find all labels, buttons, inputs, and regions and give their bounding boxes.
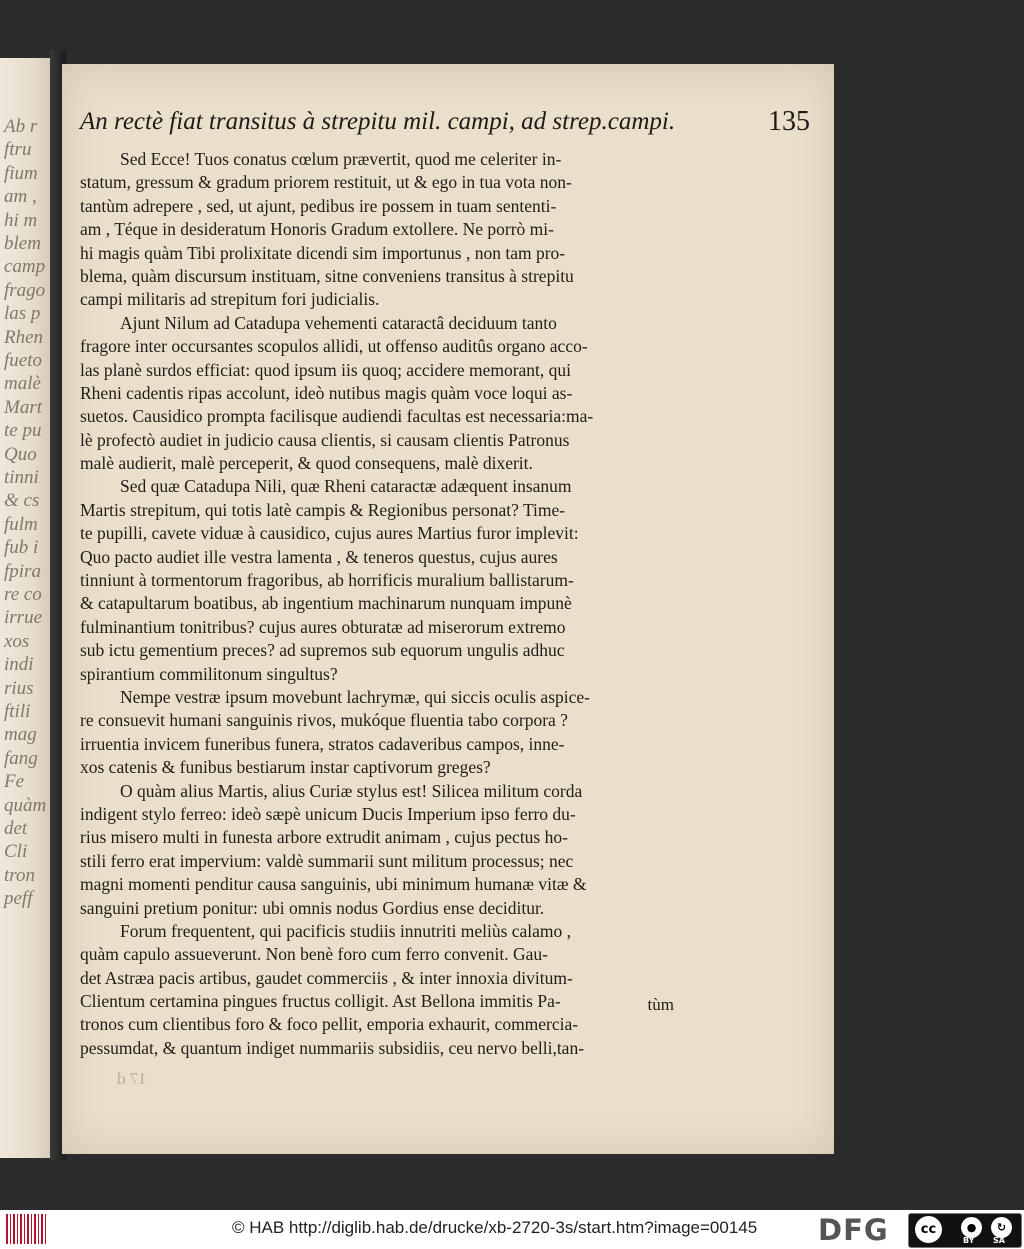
facing-page-fragment: peff xyxy=(4,888,33,910)
text-line: tinniunt à tormentorum fragoribus, ab horrificis muralium ballistarum- xyxy=(80,570,574,591)
facing-page-fragment: xos xyxy=(4,630,30,652)
facing-page-fragment: malè xyxy=(4,373,41,395)
bleed-through-text: 17 d xyxy=(117,1069,147,1088)
text-line: am , Téque in desideratum Honoris Gradum extollere. Ne porrò mi- xyxy=(80,219,554,240)
facing-page-fragment: Mart xyxy=(4,396,42,418)
barcode-icon xyxy=(6,1214,46,1244)
text-line: Nempe vestræ ipsum movebunt lachrymæ, qui siccis oculis aspice- xyxy=(120,686,590,707)
book-page xyxy=(62,64,834,1154)
text-line: campi militaris ad strepitum fori judicialis. xyxy=(80,289,380,310)
facing-page-fragment: tinni xyxy=(4,467,39,488)
text-line: las planè surdos efficiat: quod ipsum iis quoq; accidere memorant, qui xyxy=(80,359,572,380)
text-line: quàm capulo assueverunt. Non benè foro cum ferro convenit. Gau- xyxy=(80,944,548,965)
facing-page-edge xyxy=(0,58,56,1158)
text-line: fragore inter occursantes scopulos allidi, ut offenso auditûs organo acco- xyxy=(80,336,588,357)
facing-page-fragment: tron xyxy=(4,864,35,886)
text-line: rius misero multi in funesta arbore extrudit animam , cujus pectus ho- xyxy=(80,827,568,848)
text-line: blema, quàm discursum instituam, sitne conveniens transitus à strepitu xyxy=(80,265,574,286)
share-alike-icon: ↻ xyxy=(991,1217,1012,1238)
facing-page-fragment: ftru xyxy=(4,139,32,161)
facing-page-fragment: fang xyxy=(4,747,38,769)
facing-page-fragment: Cli xyxy=(4,841,28,863)
text-line: Quo pacto audiet ille vestra lamenta , & teneros questus, cujus aures xyxy=(80,546,558,567)
creative-commons-icon: cc xyxy=(915,1216,942,1243)
by-label: BY xyxy=(963,1236,975,1245)
text-line: lè profectò audiet in judicio causa clientis, si causam clientis Patronus xyxy=(80,429,570,450)
text-line: Sed quæ Catadupa Nili, quæ Rheni cataractæ adæquent insanum xyxy=(120,476,572,497)
text-line: O quàm alius Martis, alius Curiæ stylus est! Silicea militum corda xyxy=(120,780,583,801)
text-line: Forum frequentent, qui pacificis studiis innutriti meliùs calamo , xyxy=(120,920,572,941)
facing-page-fragment: am , xyxy=(4,186,37,208)
facing-page-fragment: fulm xyxy=(4,513,38,535)
text-line: det Astræa pacis artibus, gaudet commerciis , & inter innoxia divitum- xyxy=(80,967,573,988)
cc-license-badge[interactable] xyxy=(908,1213,1022,1248)
facing-page-fragment: camp xyxy=(4,256,46,278)
running-head-title: An rectè fiat transitus à strepitu mil. campi, ad strep.campi. xyxy=(80,108,676,135)
facing-page-fragment: las p xyxy=(4,303,41,325)
text-line: indigent stylo ferreo: ideò sæpè unicum Ducis Imperium ipso ferro du- xyxy=(80,803,576,824)
catchword: tùm xyxy=(647,995,674,1014)
text-line: irruentia invicem funeribus funera, stratos cadaveribus campos, inne- xyxy=(80,733,565,754)
text-line: pessumdat, & quantum indiget nummariis subsidiis, ceu nervo belli,tan- xyxy=(80,1037,585,1058)
facing-page-fragment: fueto xyxy=(4,350,42,371)
facing-page-fragment: frago xyxy=(4,279,46,301)
facing-page-fragment: Rhen xyxy=(4,326,44,348)
facing-page-fragment: fium xyxy=(4,162,38,184)
facing-page-fragment: Fe xyxy=(4,771,25,793)
text-line: fulminantium tonitribus? cujus aures obturatæ ad miserorum extremo xyxy=(80,616,566,637)
facing-page-fragment: mag xyxy=(4,724,37,746)
attribution-icon: ● xyxy=(961,1217,982,1238)
text-line: & catapultarum boatibus, ab ingentium machinarum nunquam impunè xyxy=(80,593,572,614)
facing-page-fragment: re co xyxy=(4,584,42,605)
text-line: te pupilli, cavete viduæ à causidico, cujus aures Martius furor implevit: xyxy=(80,523,579,544)
text-line: statum, gressum & gradum priorem restituit, ut & ego in tua vota non- xyxy=(80,172,572,193)
facing-page-fragment: hi m xyxy=(4,209,38,231)
text-line: stili ferro erat impervium: valdè summarii sunt militum processus; nec xyxy=(80,850,574,871)
text-line: malè audierit, malè perceperit, & quod consequens, malè dixerit. xyxy=(80,453,533,474)
facing-page-fragment: rius xyxy=(4,677,34,699)
facing-page-fragment: indi xyxy=(4,654,34,676)
facing-page-fragment: te pu xyxy=(4,420,42,442)
text-line: tantùm adrepere , sed, ut ajunt, pedibus ire possem in tuam sententi- xyxy=(80,195,557,216)
facing-page-fragment: fub i xyxy=(4,537,39,559)
footer-bar xyxy=(0,1210,1024,1249)
text-line: sub ictu gementium preces? ad supremos sub equorum ungulis adhuc xyxy=(80,640,565,661)
text-line: hi magis quàm Tibi prolixitate dicendi sim importunus , non tam pro- xyxy=(80,242,566,263)
facing-page-fragment: quàm xyxy=(4,794,47,816)
facing-page-fragment: irrue xyxy=(4,607,42,629)
text-line: Sed Ecce! Tuos conatus cœlum prævertit, quod me celeriter in- xyxy=(120,149,562,169)
text-line: re consuevit humani sanguinis rivos, mukóque fluentia tabo corpora ? xyxy=(80,710,568,731)
text-line: Ajunt Nilum ad Catadupa vehementi cataractâ deciduum tanto xyxy=(120,312,557,333)
facing-page-fragment: Ab r xyxy=(4,116,38,137)
facing-page-fragment: & cs xyxy=(4,490,40,512)
source-credit-link[interactable]: © HAB http://diglib.hab.de/drucke/xb-2720-3s/start.htm?image=00145 xyxy=(232,1218,758,1237)
text-line: xos catenis & funibus bestiarum instar captivorum greges? xyxy=(80,757,491,778)
facing-page-fragment: det xyxy=(4,818,28,839)
text-line: Rheni cadentis ripas accolunt, ideò nutibus magis quàm voce loqui as- xyxy=(80,382,573,403)
text-line: Clientum certamina pingues fructus colligit. Ast Bellona immitis Pa- xyxy=(80,991,561,1012)
text-line: sanguini pretium ponitur: ubi omnis nodus Gordius ense deciditur. xyxy=(80,897,545,918)
text-line: spirantium commilitonum singultus? xyxy=(80,663,338,684)
dfg-logo: DFG xyxy=(818,1213,889,1247)
facing-page-fragment: blem xyxy=(4,233,41,254)
facing-page-fragment: fpira xyxy=(4,560,41,582)
sa-label: SA xyxy=(993,1236,1005,1245)
facing-page-fragment: Quo xyxy=(4,443,37,465)
body-text xyxy=(80,148,675,1060)
facing-page-fragment: ftili xyxy=(4,701,31,722)
text-line: suetos. Causidico prompta facilisque audiendi facultas est necessaria:ma- xyxy=(80,406,594,427)
text-line: Martis strepitum, qui totis latè campis & Regionibus personat? Time- xyxy=(80,499,566,520)
text-line: tronos cum clientibus foro & foco pellit, emporia exhaurit, commercia- xyxy=(80,1014,579,1035)
page-number: 135 xyxy=(768,106,810,137)
running-head xyxy=(80,108,810,144)
text-line: magni momenti penditur causa sanguinis, ubi minimum humanæ vitæ & xyxy=(80,874,587,895)
